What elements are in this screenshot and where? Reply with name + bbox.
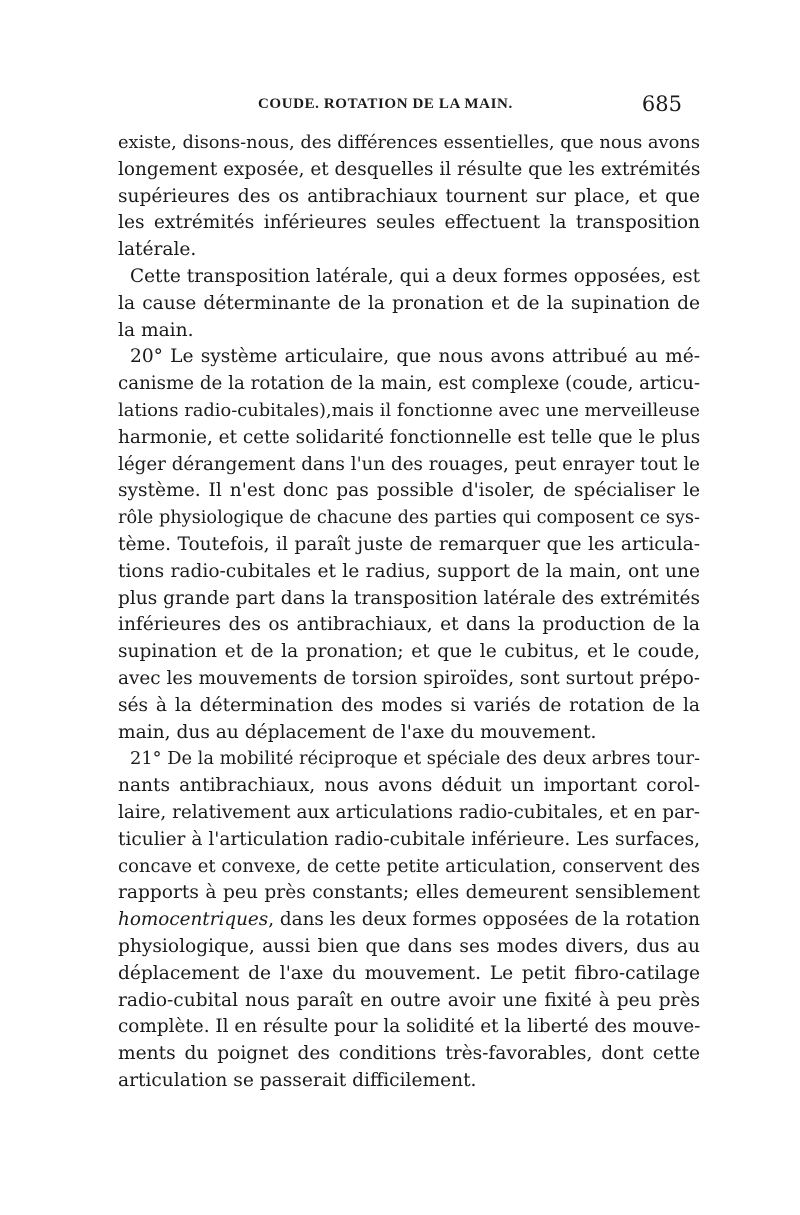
running-head [108,92,684,122]
text-line: nants antibrachiaux, nous avons déduit un important corol- [118,775,700,797]
text-line: inférieures des os antibrachiaux, et dans la production de la [118,614,700,636]
text-line: système. Il n'est donc pas possible d'isoler, de spécialiser le [118,480,700,502]
text-line: laire, relativement aux articulations radio-cubitales, et en par- [118,801,700,823]
text-line-italic: homocentriques, dans les deux formes opposées de la rotation [118,909,700,931]
text-line: articulation se passerait difficilement. [118,1069,477,1091]
text-line: latérale. [118,239,197,261]
text-line: 20° Le système articulaire, que nous avons attribué au mé- [130,346,700,368]
paragraph-4 [118,746,700,1094]
text-line: ticulier à l'articulation radio-cubitale inférieure. Les surfaces, [118,828,700,850]
text-line: concave et convexe, de cette petite articulation, conservent des [118,855,700,877]
text-line: rapports à peu près constants; elles demeurent sensiblement [118,882,700,904]
text-line: léger dérangement dans l'un des rouages, peut enrayer tout le [118,453,700,475]
text-line: lations radio-cubitales),mais il fonctionne avec une merveilleuse [118,399,700,421]
text-line: existe, disons-nous, des différences essentielles, que nous avons [118,132,700,153]
text-line: physiologique, aussi bien que dans ses modes divers, dus au [118,935,700,957]
text-line: la cause déterminante de la pronation et de la supination de [118,292,700,314]
text-line: supérieures des os antibrachiaux tournent sur place, et que [118,185,700,207]
text-line: harmonie, et cette solidarité fonctionnelle est telle que le plus [118,426,701,448]
text-line: radio-cubital nous paraît en outre avoir une fixité à peu près [118,989,700,1011]
text-line: la main. [118,319,194,341]
text-line: longement exposée, et desquelles il résulte que les extrémités [118,158,701,180]
paragraph-1 [118,130,700,264]
text-line: tème. Toutefois, il paraît juste de remarquer que les articula- [118,533,700,555]
paragraph-2 [118,264,700,344]
running-title: COUDE. ROTATION DE LA MAIN. [258,96,513,112]
text-line: Cette transposition latérale, qui a deux formes opposées, est [130,265,700,287]
text-line: sés à la détermination des modes si variés de rotation de la [118,694,700,716]
page-number: 685 [641,92,682,116]
text-line: main, dus au déplacement de l'axe du mouvement. [118,721,597,743]
italic-term: homocentriques [118,909,269,931]
text-line: complète. Il en résulte pour la solidité et la liberté des mouve- [118,1016,701,1038]
text-line: 21° De la mobilité réciproque et spéciale des deux arbres tour- [130,748,700,770]
text-line: tions radio-cubitales et le radius, support de la main, ont une [118,560,700,582]
text-line: canisme de la rotation de la main, est complexe (coude, articu- [118,373,700,395]
text-line: les extrémités inférieures seules effectuent la transposition [118,212,700,234]
body-text [118,130,700,1095]
text-line: ments du poignet des conditions très-favorables, dont cette [118,1043,700,1065]
text-line: déplacement de l'axe du mouvement. Le petit fibro-catilage [118,962,700,984]
paragraph-3 [118,344,700,746]
text-line: rôle physiologique de chacune des parties qui composent ce sys- [118,508,700,529]
text-line: avec les mouvements de torsion spiroïdes, sont surtout prépo- [118,667,700,689]
text-line: supination et de la pronation; et que le cubitus, et le coude, [118,641,700,663]
text-line: plus grande part dans la transposition latérale des extrémités [118,587,700,609]
